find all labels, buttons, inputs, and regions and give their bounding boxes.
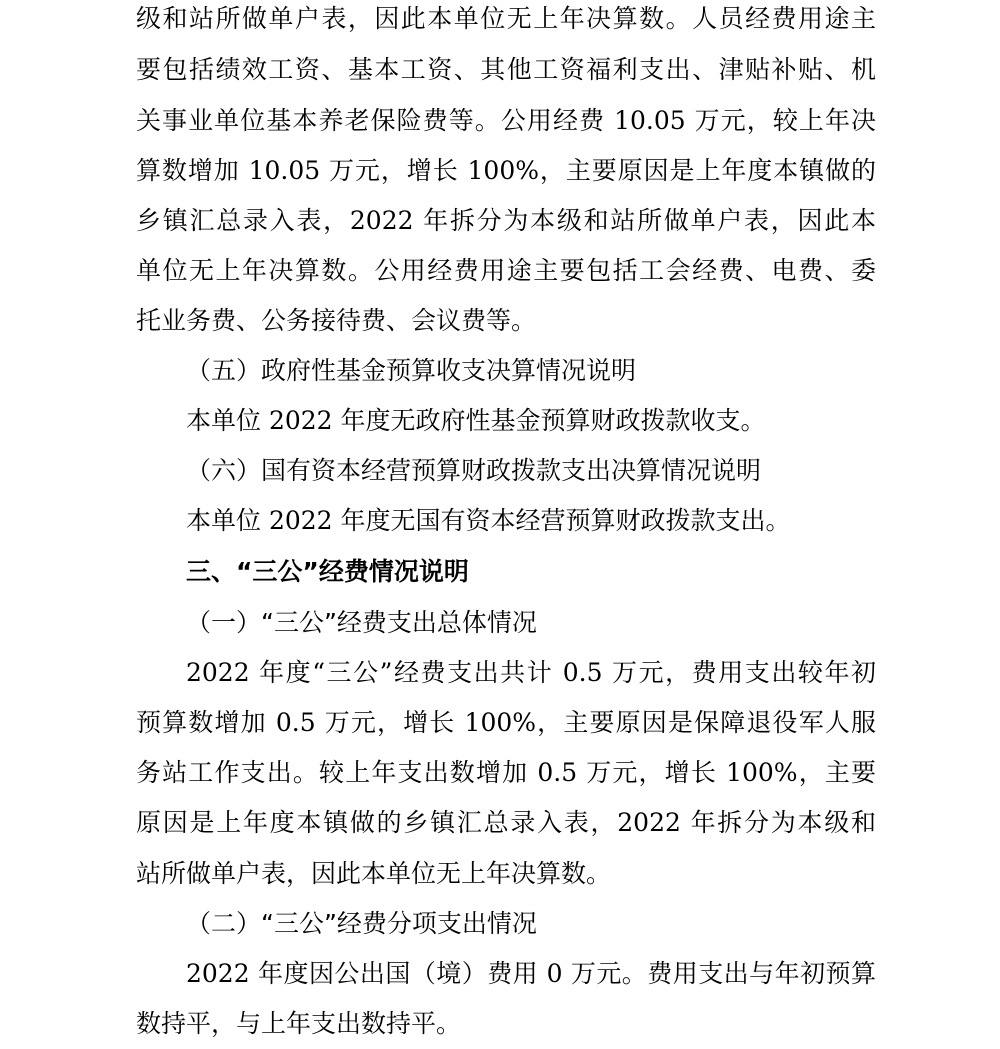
- paragraph-line: 要包括绩效工资、基本工资、其他工资福利支出、津贴补贴、机: [136, 55, 876, 84]
- subsection-heading-1: （一）“三公”经费支出总体情况: [186, 608, 537, 637]
- paragraph-line: 关事业单位基本养老保险费等。公用经费 10.05 万元，较上年决: [136, 106, 876, 135]
- paragraph-line: 托业务费、公务接待费、会议费等。: [136, 306, 537, 335]
- chapter-heading-3: 三、“三公”经费情况说明: [186, 557, 469, 586]
- section-heading-6: （六）国有资本经营预算财政拨款支出决算情况说明: [186, 456, 762, 485]
- paragraph-line: 预算数增加 0.5 万元，增长 100%，主要原因是保障退役军人服: [136, 708, 876, 737]
- paragraph-line: 务站工作支出。较上年支出数增加 0.5 万元，增长 100%，主要: [136, 758, 876, 787]
- paragraph-line: 2022 年度因公出国（境）费用 0 万元。费用支出与年初预算: [186, 959, 876, 988]
- paragraph-line: 单位无上年决算数。公用经费用途主要包括工会经费、电费、委: [136, 256, 876, 285]
- paragraph-line: 本单位 2022 年度无国有资本经营预算财政拨款支出。: [186, 506, 791, 535]
- paragraph-line: 数持平，与上年支出数持平。: [136, 1009, 462, 1038]
- subsection-heading-2: （二）“三公”经费分项支出情况: [186, 909, 537, 938]
- paragraph-line: 算数增加 10.05 万元，增长 100%，主要原因是上年度本镇做的: [136, 156, 876, 185]
- paragraph-line: 级和站所做单户表，因此本单位无上年决算数。人员经费用途主: [136, 4, 876, 33]
- paragraph-line: 乡镇汇总录入表，2022 年拆分为本级和站所做单户表，因此本: [136, 206, 876, 235]
- paragraph-line: 原因是上年度本镇做的乡镇汇总录入表，2022 年拆分为本级和: [136, 808, 876, 837]
- paragraph-line: 站所做单户表，因此本单位无上年决算数。: [136, 859, 612, 888]
- paragraph-line: 2022 年度“三公”经费支出共计 0.5 万元，费用支出较年初: [186, 658, 876, 687]
- paragraph-line: 本单位 2022 年度无政府性基金预算财政拨款收支。: [186, 406, 766, 435]
- section-heading-5: （五）政府性基金预算收支决算情况说明: [186, 356, 637, 385]
